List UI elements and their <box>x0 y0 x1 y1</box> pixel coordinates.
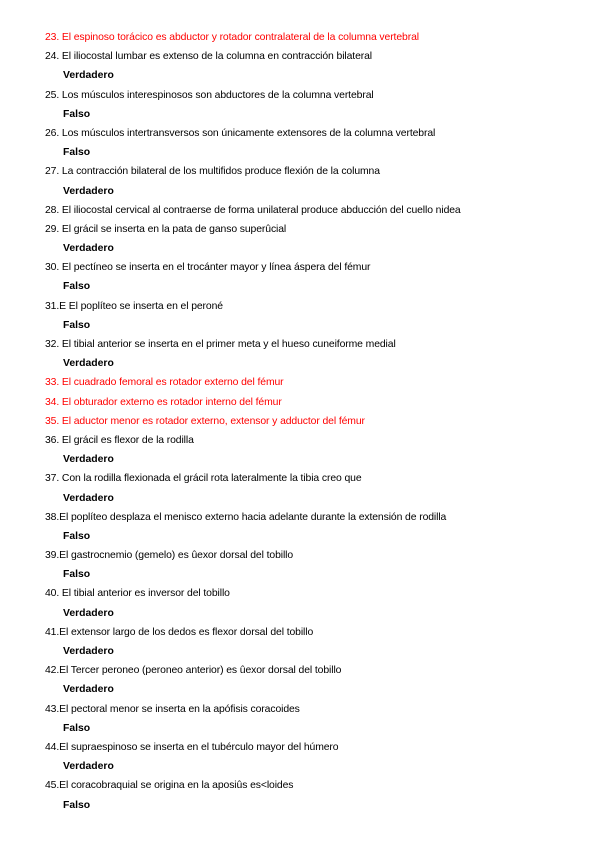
question-line: 34. El obturador externo es rotador interno del fémur <box>45 396 282 408</box>
question-line: 27. La contracción bilateral de los multifidos produce flexión de la columna <box>45 166 380 178</box>
question-line: 29. El grácil se inserta en la pata de ganso superûcial <box>45 223 287 235</box>
answer-line: Falso <box>63 722 91 734</box>
question-line: 36. El grácil es flexor de la rodilla <box>45 434 194 446</box>
question-line: 38.El poplíteo desplaza el menisco externo hacia adelante durante la extensión de rodilla <box>45 511 447 523</box>
answer-line: Falso <box>63 108 91 120</box>
answer-line: Falso <box>63 147 91 159</box>
question-line: 43.El pectoral menor se inserta en la apófisis coracoides <box>45 703 300 715</box>
answer-line: Verdadero <box>63 358 114 370</box>
question-line: 26. Los músculos intertransversos son únicamente extensores de la columna vertebral <box>45 127 436 139</box>
answer-line: Falso <box>63 319 91 331</box>
answer-line: Falso <box>63 569 91 581</box>
question-line: 33. El cuadrado femoral es rotador externo del fémur <box>45 377 284 389</box>
question-line: 40. El tibial anterior es inversor del tobillo <box>45 588 230 600</box>
answer-line: Verdadero <box>63 684 114 696</box>
answer-line: Verdadero <box>63 492 114 504</box>
answer-line: Verdadero <box>63 70 114 82</box>
question-line: 44.El supraespinoso se inserta en el tubérculo mayor del húmero <box>45 741 339 753</box>
question-line: 39.El gastrocnemio (gemelo) es ûexor dorsal del tobillo <box>45 550 294 562</box>
answer-line: Verdadero <box>63 607 114 619</box>
question-line: 31.E El poplíteo se inserta en el peroné <box>45 300 223 312</box>
question-line: 35. El aductor menor es rotador externo, extensor y adductor del fémur <box>45 415 365 427</box>
question-line: 25. Los músculos interespinosos son abductores de la columna vertebral <box>45 89 374 101</box>
question-line: 30. El pectíneo se inserta en el trocánter mayor y línea áspera del fémur <box>45 262 371 274</box>
answer-line: Verdadero <box>63 761 114 773</box>
answer-line: Verdadero <box>63 454 114 466</box>
question-line: 28. El iliocostal cervical al contraerse de forma unilateral produce abducción del cuello nidea <box>45 204 461 216</box>
answer-line: Verdadero <box>63 646 114 657</box>
answer-line: Falso <box>63 281 91 293</box>
question-line: 41.El extensor largo de los dedos es flexor dorsal del tobillo <box>45 626 314 638</box>
answer-line: Verdadero <box>63 185 114 197</box>
question-line: 45.El coracobraquial se origina en la aposiûs es<loides <box>45 780 294 792</box>
question-line: 24. El iliocostal lumbar es extenso de la columna en contracción bilateral <box>45 51 373 63</box>
question-line: 37. Con la rodilla flexionada el grácil rota lateralmente la tibia creo que <box>45 473 362 485</box>
question-list <box>0 28 600 815</box>
question-line: 23. El espinoso torácico es abductor y rotador contralateral de la columna vertebral <box>45 32 419 43</box>
answer-line: Falso <box>63 799 91 811</box>
question-line: 32. El tibial anterior se inserta en el primer meta y el hueso cuneiforme medial <box>45 339 396 350</box>
question-line: 42.El Tercer peroneo (peroneo anterior) es ûexor dorsal del tobillo <box>45 665 342 677</box>
answer-line: Verdadero <box>63 243 114 255</box>
answer-line: Falso <box>63 530 91 542</box>
